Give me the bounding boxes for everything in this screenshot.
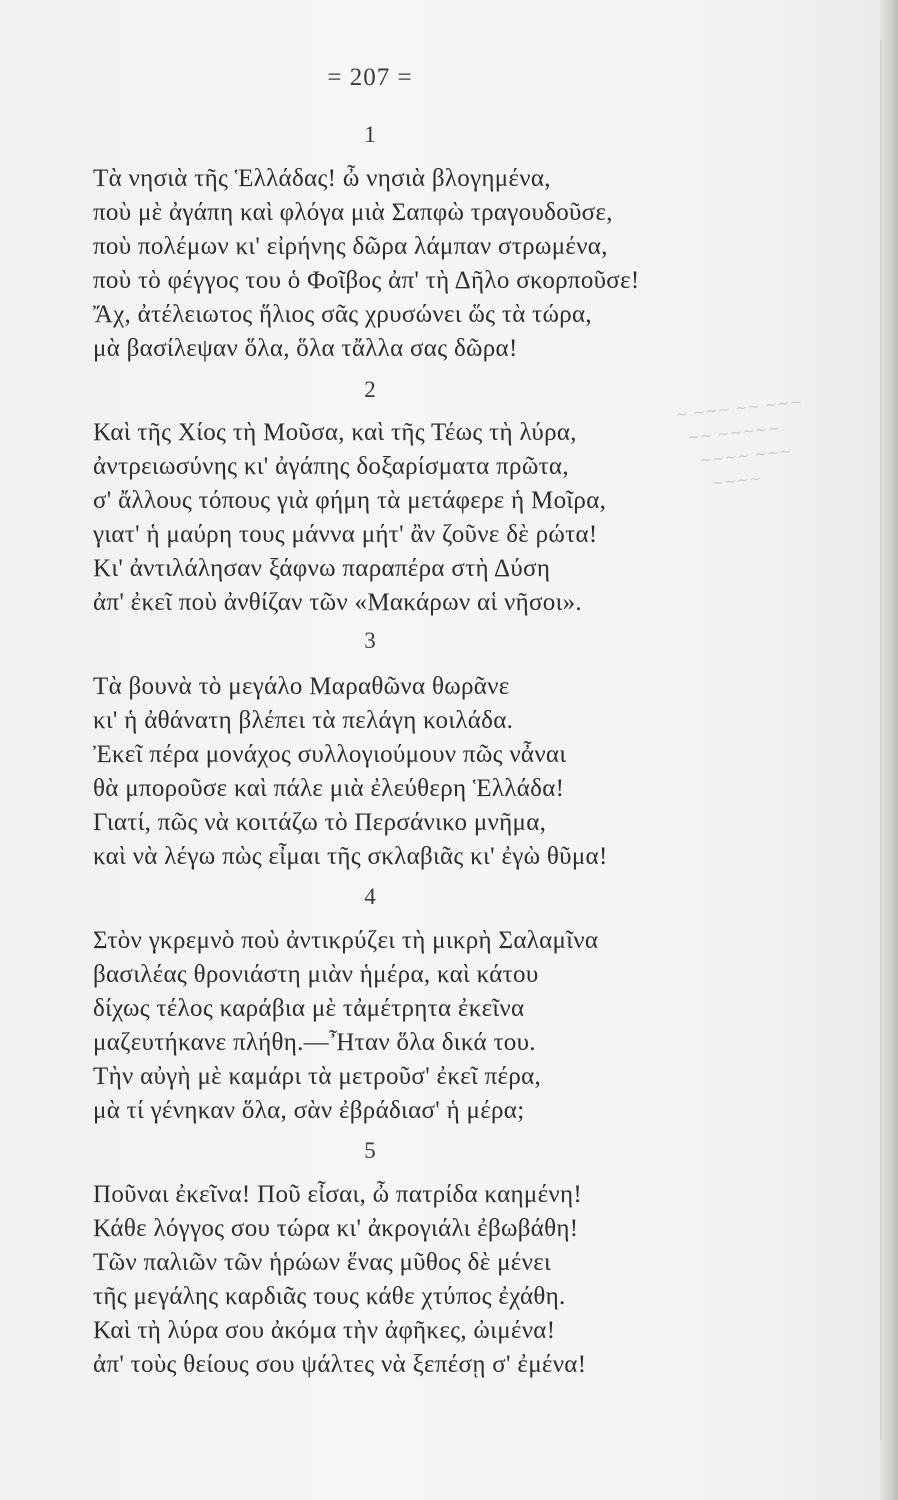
verse-line: δίχως τέλος καράβια μὲ τἀμέτρητα ἐκεῖνα (93, 995, 525, 1022)
stanza-number-3: 3 (364, 628, 376, 653)
verse-line: Ἄχ, ἀτέλειωτος ἥλιος σᾶς χρυσώνει ὥς τὰ τώρα, (93, 301, 592, 328)
verse-line: Στὸν γκρεμνὸ ποὺ ἀντικρύζει τὴ μικρὴ Σαλαμῖνα (93, 927, 599, 954)
verse-line: σ' ἄλλους τόπους γιὰ φήμη τὰ μετάφερε ἡ Μοῖρα, (93, 487, 607, 514)
verse-line: Καὶ τὴ λύρα σου ἀκόμα τὴν ἀφῆκες, ὠιμένα! (93, 1317, 556, 1344)
verse-line: Κάθε λόγγος σου τώρα κι' ἀκρογιάλι ἐβωβάθη! (93, 1215, 579, 1242)
verse-line: μὰ τί γένηκαν ὅλα, σὰν ἐβράδιασ' ἡ μέρα; (93, 1097, 525, 1124)
stanza-number-5: 5 (364, 1138, 376, 1163)
stanza-number-1: 1 (364, 122, 376, 147)
faded-handwritten-marginalia: ~ ~~~ ~~ ~~~ ~~ ~~~~~ ~~~~ ~~~ ~~~~ (674, 392, 804, 496)
verse-line: τῆς μεγάλης καρδιᾶς τους κάθε χτύπος ἐχάθη. (93, 1283, 566, 1310)
stanza-number-2: 2 (364, 377, 376, 402)
verse-line: ποὺ τὸ φέγγος του ὁ Φοῖβος ἀπ' τὴ Δῆλο σκορποῦσε! (93, 267, 640, 294)
verse-line: ἀντρειωσύνης κι' ἀγάπης δοξαρίσματα πρῶτα, (93, 453, 569, 480)
verse-line: Τῶν παλιῶν τῶν ἡρώων ἕνας μῦθος δὲ μένει (93, 1249, 552, 1276)
verse-line: μὰ βασίλεψαν ὅλα, ὅλα τἄλλα σας δῶρα! (93, 335, 518, 362)
page-edge-shadow (880, 0, 898, 1500)
verse-line: μαζευτήκανε πλήθη.—Ἦταν ὅλα δικά του. (93, 1029, 536, 1056)
verse-line: Ἐκεῖ πέρα μονάχος συλλογιούμουν πῶς νἆναι (93, 741, 567, 768)
verse-line: γιατ' ἡ μαύρη τους μάννα μήτ' ἂν ζοῦνε δὲ ρώτα! (93, 521, 598, 548)
verse-line: Ποῦναι ἐκεῖνα! Ποῦ εἶσαι, ὦ πατρίδα καημένη! (93, 1181, 582, 1208)
verse-line: ἀπ' τοὺς θείους σου ψάλτες νὰ ξεπέσῃ σ' ἐμένα! (93, 1351, 587, 1378)
verse-line: κι' ἡ ἀθάνατη βλέπει τὰ πελάγη κοιλάδα. (93, 707, 514, 734)
verse-line: Τὴν αὐγὴ μὲ καμάρι τὰ μετροῦσ' ἐκεῖ πέρα, (93, 1063, 542, 1090)
verse-line: ποὺ πολέμων κι' εἰρήνης δῶρα λάμπαν στρωμένα, (93, 233, 608, 260)
verse-line: ἀπ' ἐκεῖ ποὺ ἀνθίζαν τῶν «Μακάρων αἱ νῆσοι». (93, 589, 582, 616)
verse-line: Γιατί, πῶς νὰ κοιτάζω τὸ Περσάνικο μνῆμα, (93, 809, 547, 836)
verse-line: Τὰ βουνὰ τὸ μεγάλο Μαραθῶνα θωρᾶνε (93, 673, 510, 700)
verse-line: Καὶ τῆς Χίος τὴ Μοῦσα, καὶ τῆς Τέως τὴ λύρα, (93, 419, 577, 446)
verse-line: καὶ νὰ λέγω πὼς εἶμαι τῆς σκλαβιᾶς κι' ἐγὼ θῦμα! (93, 843, 608, 870)
verse-line: Τὰ νησιὰ τῆς Ἑλλάδας! ὦ νησιὰ βλογημένα, (93, 165, 551, 192)
page-edge-line (880, 40, 882, 1440)
verse-line: Κι' ἀντιλάλησαν ξάφνω παραπέρα στὴ Δύση (93, 555, 551, 582)
verse-line: θὰ μποροῦσε καὶ πάλε μιὰ ἐλεύθερη Ἑλλάδα! (93, 775, 565, 802)
verse-line: ποὺ μὲ ἀγάπη καὶ φλόγα μιὰ Σαπφὼ τραγουδοῦσε, (93, 199, 613, 226)
verse-line: βασιλέας θρονιάστη μιὰν ἡμέρα, καὶ κάτου (93, 961, 539, 988)
page-number: = 207 = (327, 64, 413, 91)
stanza-number-4: 4 (364, 884, 376, 909)
